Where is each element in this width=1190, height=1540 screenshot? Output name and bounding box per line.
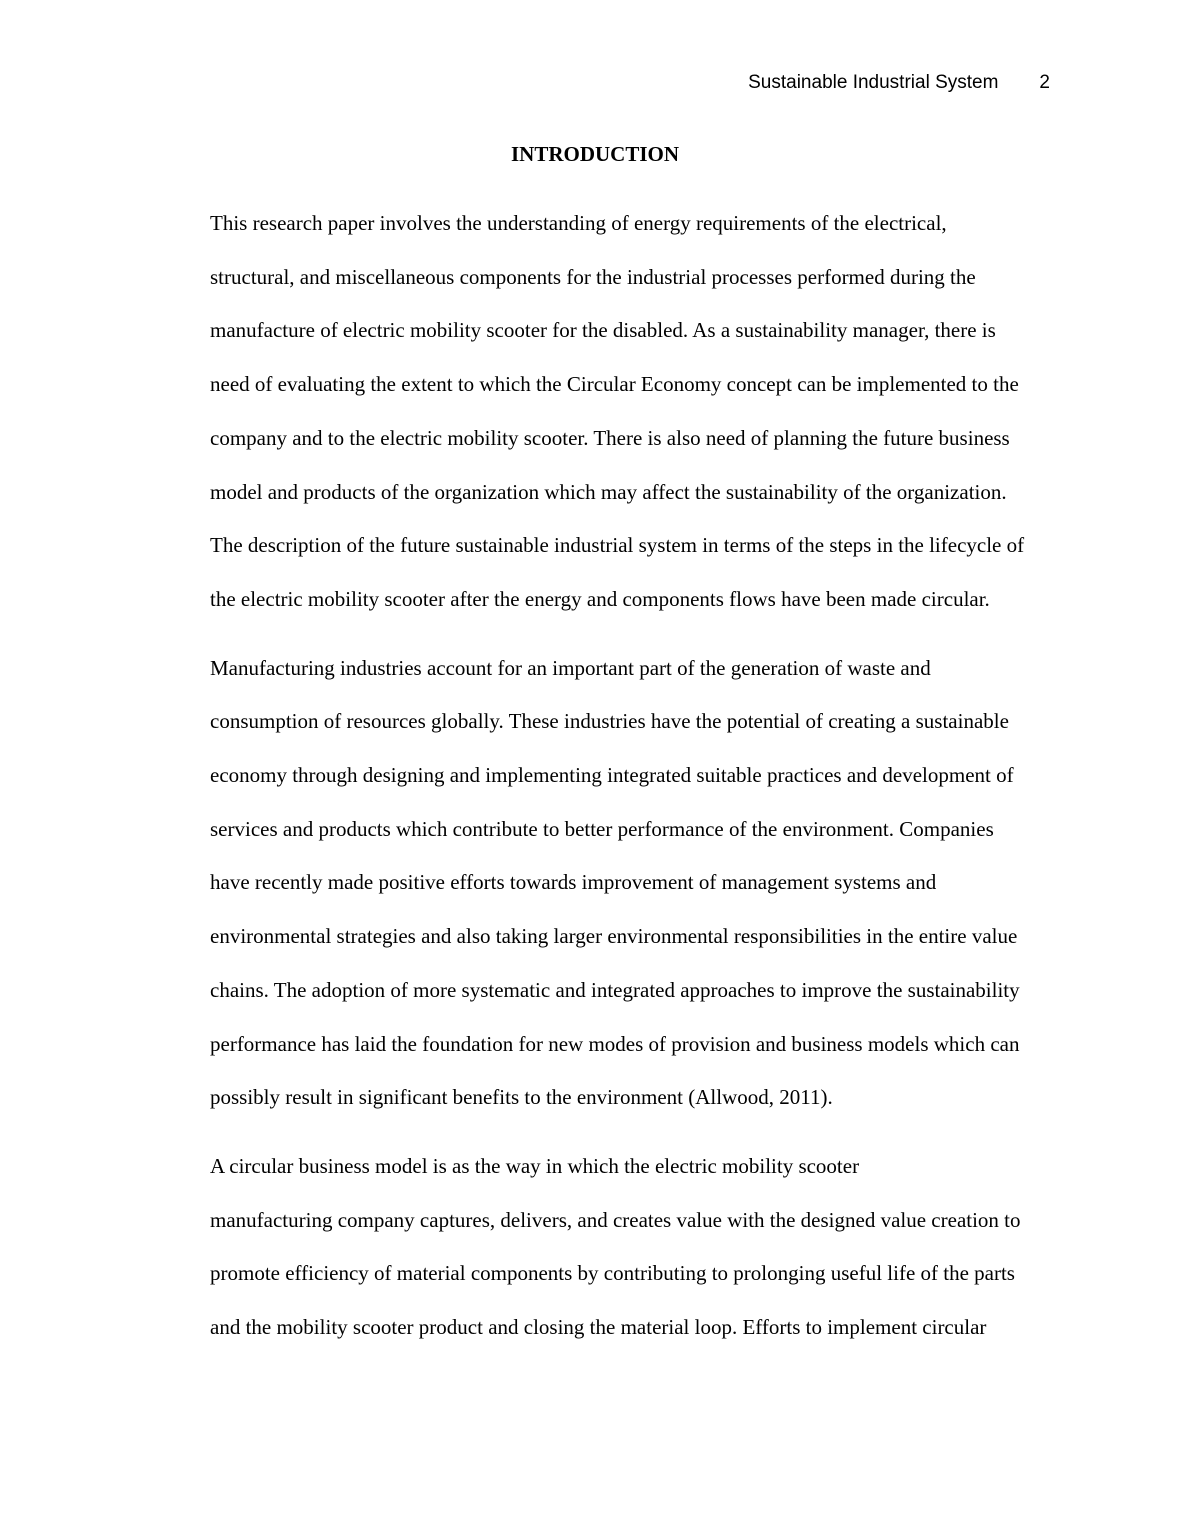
paragraph-line: The description of the future sustainable industrial system in terms of the steps in the lifecycle of — [210, 533, 1025, 558]
page-number: 2 — [1039, 72, 1050, 93]
paragraph-line: A circular business model is as the way in which the electric mobility scooter — [210, 1153, 860, 1178]
paragraph-line: environmental strategies and also taking larger environmental responsibilities in the entire value — [210, 924, 1018, 949]
paragraph-2 — [140, 642, 1050, 1125]
paragraph-line: Manufacturing industries account for an important part of the generation of waste and — [210, 655, 931, 680]
running-header — [748, 70, 1050, 96]
paragraph-line: chains. The adoption of more systematic and integrated approaches to improve the sustainability — [210, 977, 1020, 1002]
paragraph-line: the electric mobility scooter after the energy and components flows have been made circular. — [210, 586, 990, 611]
paragraph-line: This research paper involves the understanding of energy requirements of the electrical, — [210, 211, 947, 235]
paragraph-3 — [140, 1140, 1050, 1355]
paragraph-line: have recently made positive efforts towards improvement of management systems and — [210, 870, 937, 895]
paragraph-line: services and products which contribute to better performance of the environment. Companies — [210, 816, 994, 841]
paragraph-1 — [140, 197, 1050, 627]
paragraph-line: economy through designing and implementing integrated suitable practices and development of — [210, 763, 1014, 788]
paragraph-line: performance has laid the foundation for new modes of provision and business models which can — [210, 1031, 1020, 1056]
paragraph-line: possibly result in significant benefits to the environment (Allwood, 2011). — [210, 1085, 833, 1110]
section-heading: INTRODUCTION — [510, 142, 680, 166]
paragraph-line: promote efficiency of material components by contributing to prolonging useful life of the parts — [210, 1261, 1015, 1286]
paragraph-line: company and to the electric mobility scooter. There is also need of planning the future business — [210, 425, 1010, 450]
paragraph-line: manufacturing company captures, delivers, and creates value with the designed value creation to — [210, 1207, 1021, 1232]
paragraph-line: model and products of the organization which may affect the sustainability of the organization. — [210, 479, 1007, 504]
paragraph-line: manufacture of electric mobility scooter for the disabled. As a sustainability manager, there is — [210, 318, 996, 343]
paragraph-line: consumption of resources globally. These industries have the potential of creating a sustainable — [210, 709, 1009, 734]
paragraph-line: need of evaluating the extent to which the Circular Economy concept can be implemented to the — [210, 372, 1019, 397]
paragraph-line: structural, and miscellaneous components for the industrial processes performed during the — [210, 264, 976, 289]
running-header-title: Sustainable Industrial System — [748, 72, 999, 93]
paragraph-line: and the mobility scooter product and closing the material loop. Efforts to implement circular — [210, 1315, 987, 1340]
body-text — [140, 197, 1050, 1370]
